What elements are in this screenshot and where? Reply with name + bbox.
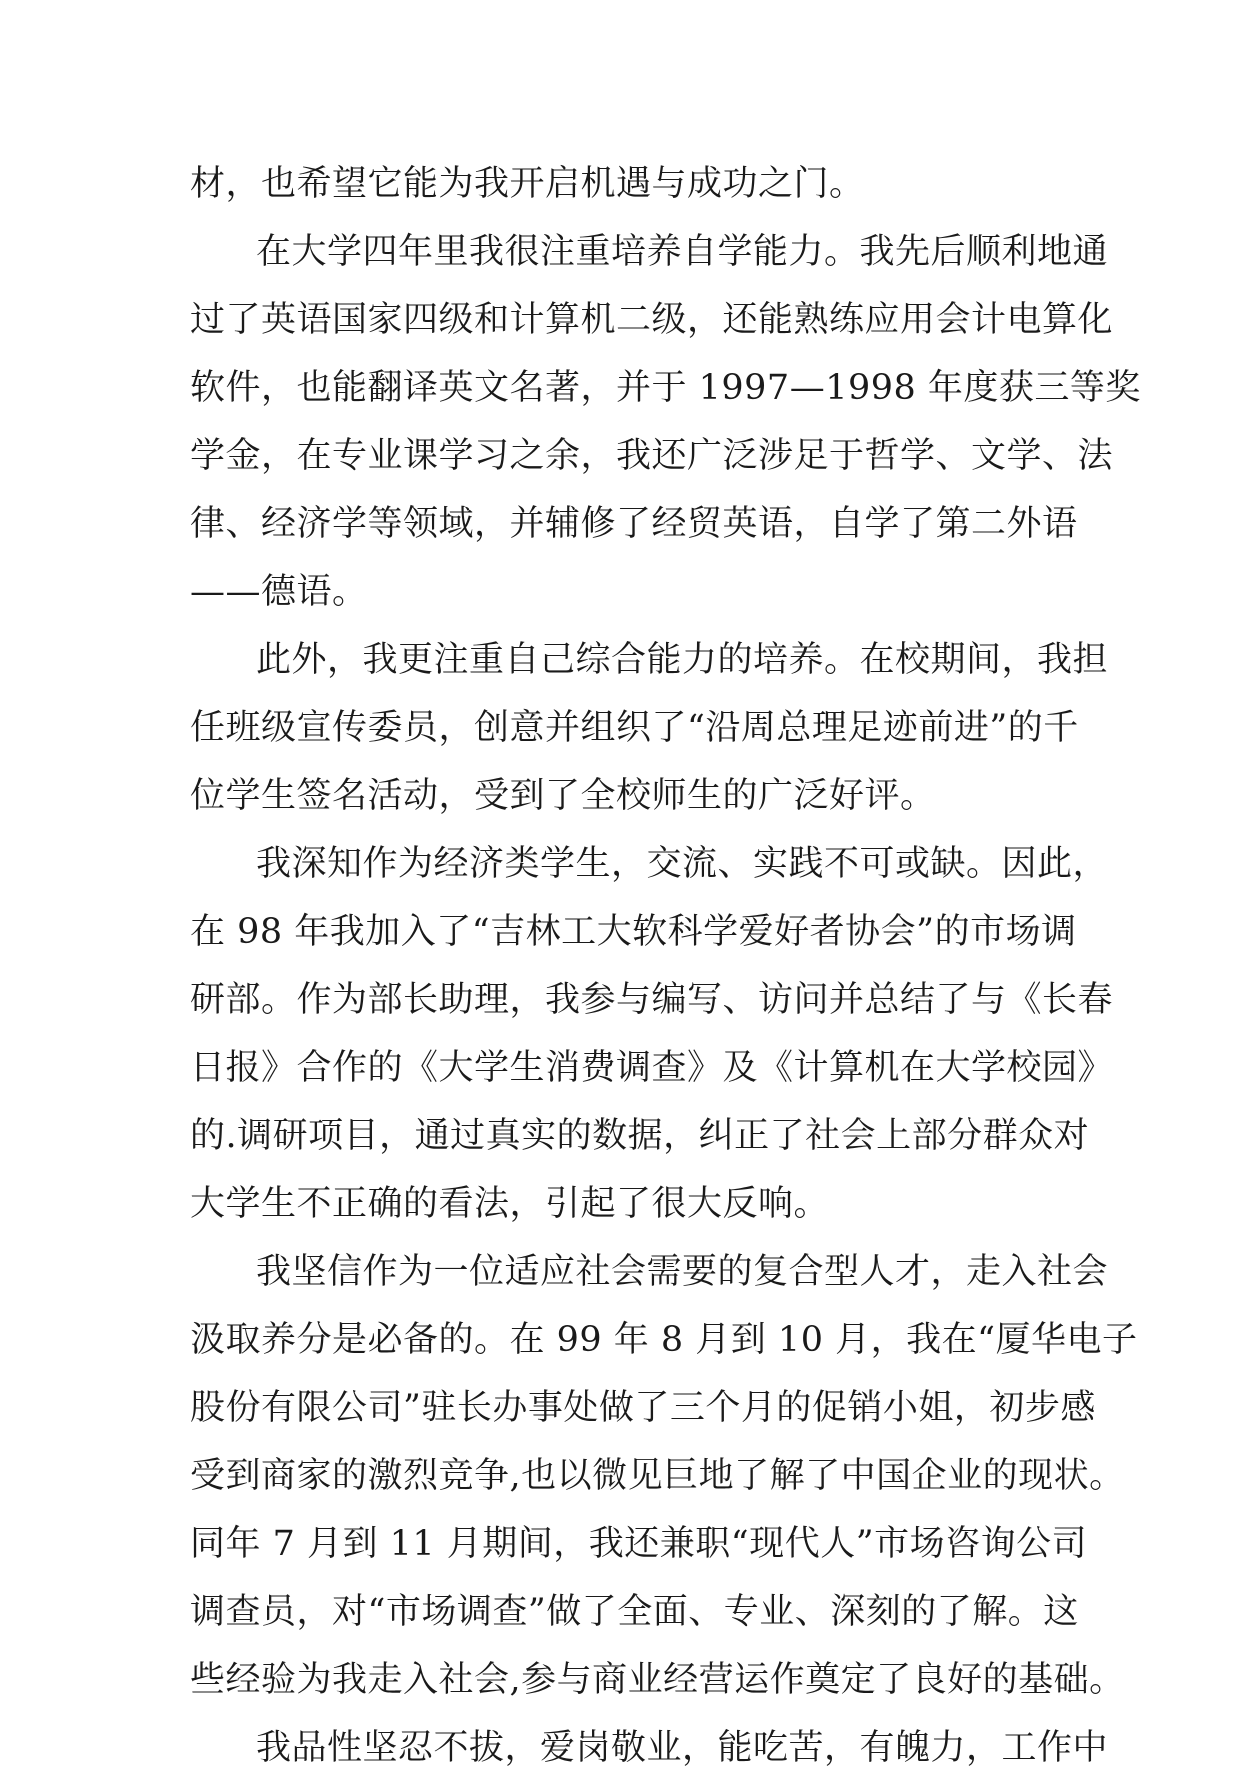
document-body (190, 150, 1141, 1782)
text-line: 我品性坚忍不拔，爱岗敬业，能吃苦，有魄力，工作中 (256, 1728, 1109, 1768)
text-line: 材，也希望它能为我开启机遇与成功之门。 (190, 164, 865, 204)
text-line: 汲取养分是必备的。在 99 年 8 月到 10 月，我在“厦华电子 (190, 1320, 1138, 1360)
text-line: 股份有限公司”驻长办事处做了三个月的促销小姐，初步感 (190, 1388, 1096, 1428)
text-line: 学金，在专业课学习之余，我还广泛涉足于哲学、文学、法 (190, 436, 1114, 476)
text-line: 在 98 年我加入了“吉林工大软科学爱好者协会”的市场调 (190, 912, 1077, 952)
text-line: 我坚信作为一位适应社会需要的复合型人才，走入社会 (256, 1252, 1109, 1292)
text-line: 律、经济学等领域，并辅修了经贸英语，自学了第二外语 (190, 504, 1078, 544)
text-line: 位学生签名活动，受到了全校师生的广泛好评。 (190, 776, 936, 816)
text-line: 我深知作为经济类学生，交流、实践不可或缺。因此， (256, 844, 1109, 884)
text-line: ——德语。 (190, 572, 368, 612)
text-line: 过了英语国家四级和计算机二级，还能熟练应用会计电算化 (190, 300, 1114, 340)
text-line: 大学生不正确的看法，引起了很大反响。 (190, 1184, 830, 1224)
text-line: 在大学四年里我很注重培养自学能力。我先后顺利地通 (256, 232, 1109, 272)
text-line: 调查员，对“市场调查”做了全面、专业、深刻的了解。这 (190, 1592, 1079, 1632)
text-line: 任班级宣传委员，创意并组织了“沿周总理足迹前进”的千 (190, 708, 1079, 748)
text-line: 些经验为我走入社会,参与商业经营运作奠定了良好的基础。 (190, 1660, 1125, 1700)
text-line: 研部。作为部长助理，我参与编写、访问并总结了与《长春 (190, 980, 1114, 1020)
text-line: 的.调研项目，通过真实的数据，纠正了社会上部分群众对 (190, 1116, 1090, 1156)
text-line: 同年 7 月到 11 月期间，我还兼职“现代人”市场咨询公司 (190, 1524, 1088, 1564)
text-line: 日报》合作的《大学生消费调查》及《计算机在大学校园》 (190, 1048, 1114, 1088)
text-line: 受到商家的激烈竞争,也以微见巨地了解了中国企业的现状。 (190, 1456, 1125, 1496)
text-line: 此外，我更注重自己综合能力的培养。在校期间，我担 (256, 640, 1109, 680)
text-line: 软件，也能翻译英文名著，并于 1997—1998 年度获三等奖 (190, 368, 1141, 408)
